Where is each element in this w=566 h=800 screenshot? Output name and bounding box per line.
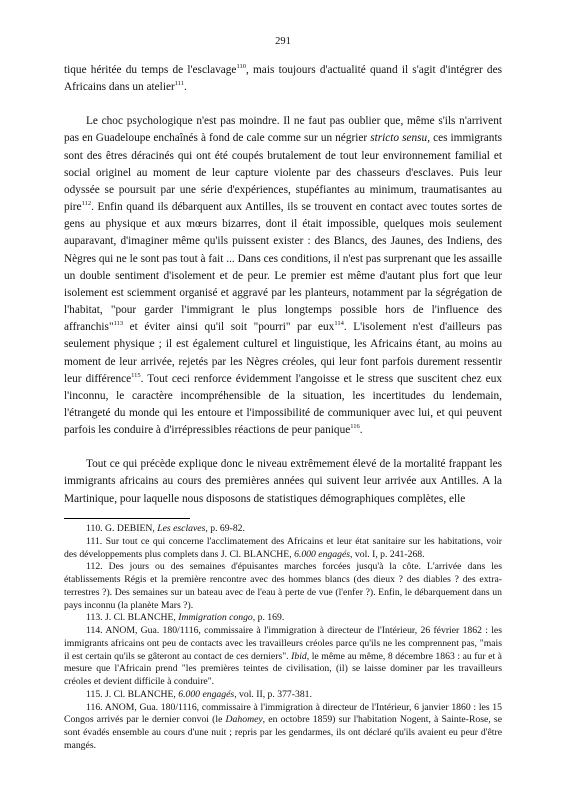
text-run: , en octobre 1859) sur l'habitation Nogent, à Sainte-Rose, se sont évadés ensemble au cours d'une nuit ; repris par les gendarmes, ils ont déclaré qu'ils avaient eu peur d'être mangés. <box>64 714 502 751</box>
text-run: , p. 69-82. <box>205 523 245 534</box>
text-run: et éviter ainsi qu'il soit "pourri" par eux <box>123 321 335 334</box>
text-run: . Tout ceci renforce évidemment l'angoisse et le stress que suscitent chez eux l'inconnu, le caractère incompréhensible de la situation, les incertitudes du lendemain, l'étrangeté du monde qui les entoure et l'impossibilité de communiquer avec lui, et qui peuvent parfois les conduire à d'irrépressibles réactions de peur panique <box>64 372 502 437</box>
text-run: 115. J. Cl. BLANCHE, <box>86 688 179 700</box>
body-text <box>64 62 502 508</box>
text-run: . <box>359 424 363 437</box>
italic-text: Ibid <box>291 650 307 662</box>
text-run: Tout ce qui précède explique donc le niveau extrêmement élevé de la mortalité frappant les immigrants africains au cours des premières années qui suivent leur arrivée aux Antilles. A la Martinique, pour laquelle nous disposons de statistiques démographiques complètes, elle <box>64 458 502 505</box>
text-run: 116. ANOM, Gua. 180/1116, commissaire à l'immigration à directeur de l'Intérieur, 6 janvier 1860 : les 15 Congos arrivés par le dernier convoi (le <box>64 701 502 726</box>
footnote <box>64 625 502 689</box>
text-run: 113. J. Cl. BLANCHE, <box>86 612 179 624</box>
text-run: , vol. II, p. 377-381. <box>234 688 312 700</box>
italic-text: Immigration congo <box>178 612 253 624</box>
text-run: 110. G. DEBIEN, <box>86 523 158 534</box>
footnote-ref: 115 <box>131 371 141 379</box>
footnote <box>64 612 502 625</box>
footnote-separator <box>64 518 190 519</box>
italic-text: Les esclaves <box>157 523 206 534</box>
footnote-ref: 111 <box>174 80 185 88</box>
italic-text: 6.000 engagés <box>178 688 235 700</box>
paragraph <box>64 456 502 507</box>
text-run: . Enfin quand ils débarquent aux Antilles, ils se trouvent en contact avec toutes sortes de gens au physique et aux mœurs bizarres, dont il était impossible, quelques mois seulement auparavant, d'imaginer même qu'ils puissent exister : des Blancs, des Jaunes, des Indiens, des Nègres qui ne le sont pas tout à fait ... Dans ces conditions, il n'est pas surprenant que les assaille un double sentiment d'isolement et de peur. Le premier est même d'autant plus fort que leur isolement est sciemment organisé et aggravé par les planteurs, notamment par la ségrégation de l'habitat, "pour garder l'immigrant le plus longtemps possible hors de l'influence des affranchis" <box>64 201 502 334</box>
text-run: , p. 169. <box>252 612 285 624</box>
footnote-ref: 112 <box>81 200 92 208</box>
text-run: , vol. I, p. 241-268. <box>350 548 425 560</box>
text-run: Le choc psychologique n'est pas moindre. Il ne faut pas oublier que, même s'ils n'arrivent pas en Guadeloupe enchaînés à fond de cale comme sur un négrier <box>64 115 502 145</box>
text-run: , ces immigrants sont des êtres déracinés qui ont été coupés brutalement de tout leur environnement familial et social originel au moment de leur capture violente par des chasseurs d'esclaves. Puis leur odyssée se poursuit par une série d'expériences, stupéfiantes au minimum, traumatisantes au pire <box>64 132 502 214</box>
italic-text: stricto sensu <box>370 132 428 145</box>
text-run: , mais toujours d'actualité quand il s'agit d'intégrer des Africains dans un atelier <box>64 64 502 94</box>
footnote <box>64 523 502 536</box>
italic-text: Dahomey <box>225 714 263 726</box>
paragraph <box>64 113 502 439</box>
text-run: 112. Des jours ou des semaines d'épuisantes marches forcées jusqu'à la côte. L'arrivée dans les établissements Régis et la première rencontre avec des hommes blancs (des dieux ? des diables ? des extra-terrestres ?). Des semaines sur un bateau avec de l'eau à perte de vue (l'enfer ?). Enfin, le débarquement dans un pays inconnu (la planète Mars ?). <box>64 561 502 611</box>
footnote-ref: 110 <box>236 63 246 71</box>
text-run: 114. ANOM, Gua. 180/1116, commissaire à l'immigration à directeur de l'Intérieur, 26 février 1862 : les immigrants africains ont peu de contacts avec les travailleurs créoles parce qu'ils ne les comprennent pas, "mais il est certain qu'ils se gâteront au contact de ces derniers". <box>64 625 502 662</box>
footnote <box>64 689 502 702</box>
footnote-ref: 116 <box>350 423 360 431</box>
text-run: tique héritée du temps de l'esclavage <box>64 64 237 76</box>
page-number: 291 <box>275 36 291 47</box>
footnote-ref: 113 <box>113 320 124 328</box>
footnote <box>64 536 502 562</box>
paragraph <box>64 62 502 96</box>
text-run: , le même au même, 8 décembre 1863 : au fur et à mesure que l'Africain prend "les premières teintes de civilisation, (il) se laisse dominer par les travailleurs créoles et devient difficile à conduire". <box>64 650 502 687</box>
footnote-ref: 114 <box>334 320 344 328</box>
italic-text: 6.000 engagés <box>294 548 351 560</box>
text-run: . L'isolement n'est d'ailleurs pas seulement physique ; il est également culturel et linguistique, les Africains étant, au moins au moment de leur arrivée, rejetés par les Nègres créoles, qui leur font parfois durement ressentir leur différence <box>64 321 502 385</box>
text-run: 111. Sur tout ce qui concerne l'acclimatement des Africains et leur état sanitaire sur les habitations, voir des développements plus complets dans J. Cl. BLANCHE, <box>64 535 502 560</box>
text-run: . <box>184 81 187 94</box>
footnote <box>64 561 502 612</box>
footnotes <box>64 523 502 753</box>
footnote <box>64 702 502 753</box>
